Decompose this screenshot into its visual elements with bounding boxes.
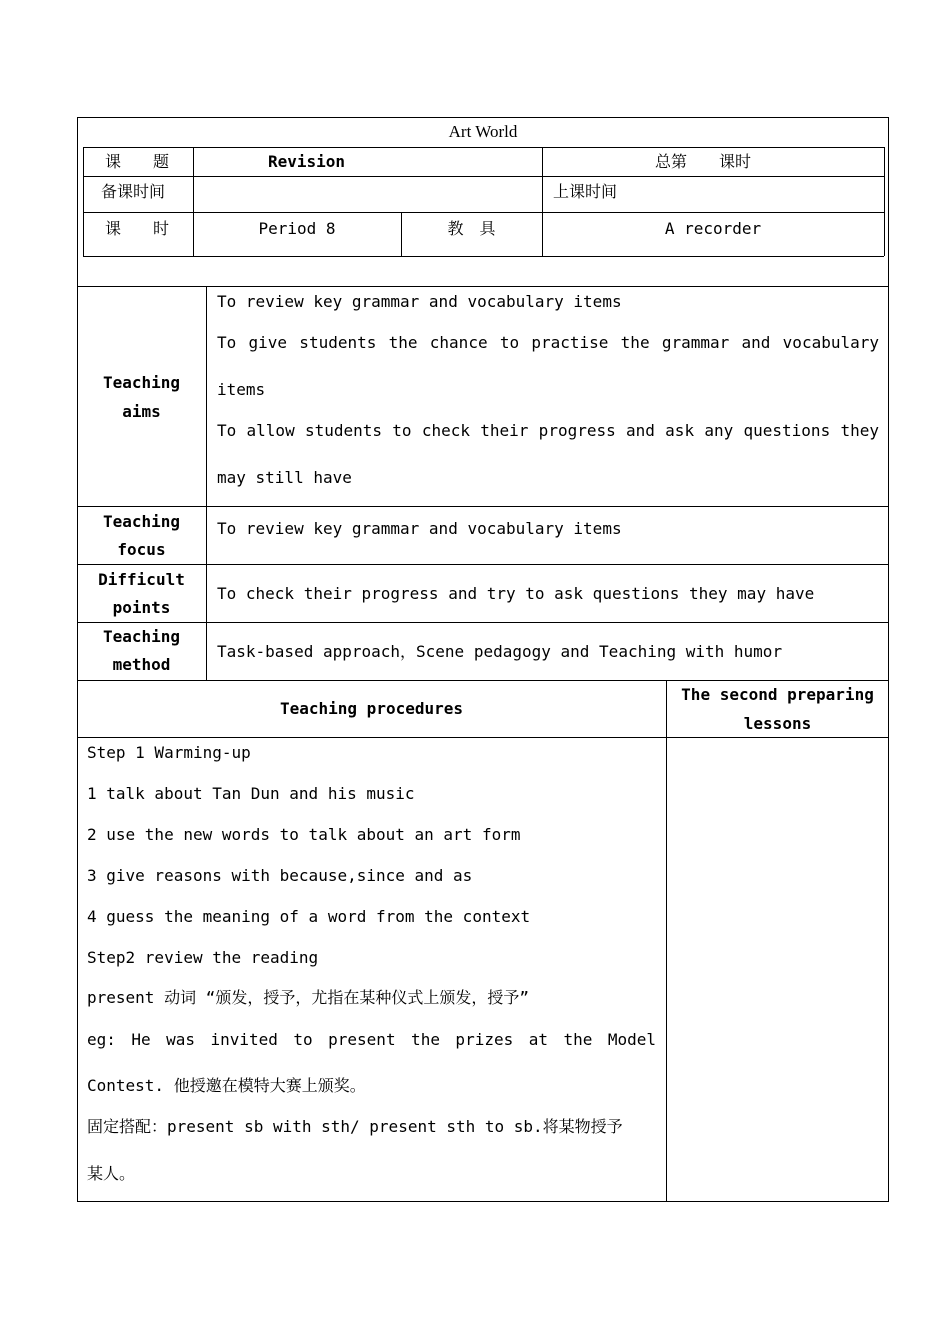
header-grid-right <box>884 147 885 256</box>
teaching-aids-value: A recorder <box>664 219 762 238</box>
topic-label: 课 题 <box>105 152 170 171</box>
aims-line: To allow students to check their progress and ask any questions they <box>217 421 879 440</box>
class-time-label: 上课时间 <box>553 182 618 201</box>
focus-label: Teaching <box>102 512 181 531</box>
header-grid-bottom <box>83 256 884 257</box>
procedure-line: 固定搭配：present sb with sth/ present sth to sb.将某物授予 <box>87 1117 623 1136</box>
second-preparing-header: The second preparing <box>681 685 874 704</box>
header-grid-col <box>193 147 194 256</box>
header-grid-top <box>83 147 884 148</box>
procedure-line: 3 give reasons with because,since and as <box>87 866 473 885</box>
aims-line: To review key grammar and vocabulary items <box>217 292 622 311</box>
header-grid-line <box>83 176 884 177</box>
method-label: Teaching <box>102 627 181 646</box>
aims-line: may still have <box>217 468 352 487</box>
procedure-line: 某人。 <box>87 1164 136 1183</box>
procedure-line: 4 guess the meaning of a word from the context <box>87 907 531 926</box>
second-preparing-header: lessons <box>743 714 812 733</box>
procedure-line: Step2 review the reading <box>87 948 319 967</box>
lesson-title: Art World <box>448 122 518 141</box>
method-text: Task-based approach，Scene pedagogy and Teaching with humor <box>217 642 783 661</box>
difficult-label: points <box>112 598 171 617</box>
topic-value: Revision <box>268 152 346 171</box>
procedure-line: Step 1 Warming-up <box>87 743 251 762</box>
prep-time-label: 备课时间 <box>101 182 166 201</box>
procedures-column-divider <box>666 680 667 1202</box>
label-column-divider <box>206 286 207 680</box>
row-divider <box>77 564 889 565</box>
row-divider <box>77 286 889 287</box>
teaching-aids-label: 教 具 <box>447 219 496 238</box>
row-divider <box>77 622 889 623</box>
row-divider <box>77 506 889 507</box>
procedure-line: present 动词 “颁发，授予，尤指在某种仪式上颁发，授予” <box>87 988 529 1007</box>
procedures-header: Teaching procedures <box>279 699 464 718</box>
header-grid-left <box>83 147 84 256</box>
focus-text: To review key grammar and vocabulary items <box>217 519 622 538</box>
total-lessons-label: 总第 课时 <box>655 152 752 171</box>
period-value: Period 8 <box>258 219 336 238</box>
focus-label: focus <box>117 540 166 559</box>
aims-label: aims <box>122 402 161 421</box>
procedure-line: 2 use the new words to talk about an art form <box>87 825 521 844</box>
procedure-line: Contest. 他授邀在模特大赛上颁奖。 <box>87 1076 366 1095</box>
period-label: 课 时 <box>105 219 170 238</box>
difficult-text: To check their progress and try to ask questions they may have <box>217 584 815 603</box>
header-grid-col <box>542 147 543 256</box>
row-divider <box>77 737 889 738</box>
procedure-line: eg: He was invited to present the prizes at the Model <box>87 1030 656 1049</box>
method-label: method <box>112 655 171 674</box>
header-grid-line <box>83 212 884 213</box>
aims-line: To give students the chance to practise the grammar and vocabulary <box>217 333 879 352</box>
aims-line: items <box>217 380 266 399</box>
aims-label: Teaching <box>102 373 181 392</box>
row-divider <box>77 680 889 681</box>
procedure-line: 1 talk about Tan Dun and his music <box>87 784 415 803</box>
difficult-label: Difficult <box>98 570 185 589</box>
